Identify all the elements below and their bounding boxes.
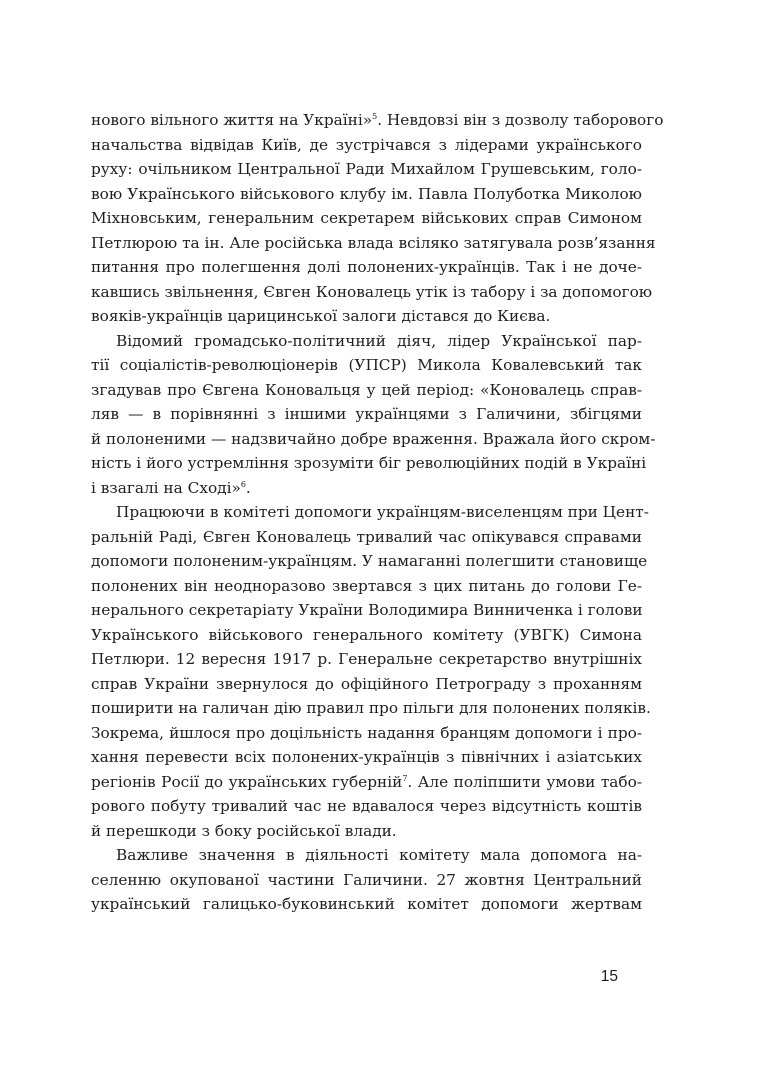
footnote-marker[interactable]: 5 <box>372 111 378 121</box>
line-text: ність і його устремління зрозуміти біг революційних подій в Україні <box>91 454 647 472</box>
line-text: справ України звернулося до офіційного Петрограду з проханням <box>91 674 642 693</box>
line-text: і взагалі на Сході» <box>91 478 241 497</box>
text-line <box>91 231 656 256</box>
text-line <box>91 721 642 746</box>
text-line <box>91 157 642 182</box>
text-line <box>91 182 642 207</box>
text-line <box>91 794 642 819</box>
text-line <box>91 451 647 476</box>
text-line <box>91 427 656 452</box>
line-text: Міхновським, генеральним секретарем військових справ Симоном <box>91 209 642 227</box>
line-text: Працюючи в комітеті допомоги українцям-виселенцям при Цент- <box>116 503 649 521</box>
line-text: кавшись звільнення, Євген Коновалець утік із табору і за допомогою <box>91 282 653 301</box>
line-text: Зокрема, йшлося про доцільність надання бранцям допомоги і про- <box>91 723 642 742</box>
line-text-continued: . Невдовзі він з дозволу таборового <box>377 111 664 129</box>
line-text: вояків-українців царицинської залоги дістався до Києва. <box>91 307 551 325</box>
text-line <box>91 868 642 893</box>
line-text: й перешкоди з боку російської влади. <box>91 821 397 840</box>
line-text: руху: очільником Центральної Ради Михайлом Грушевським, голо- <box>91 160 642 178</box>
text-line <box>91 280 653 305</box>
text-line <box>91 329 642 354</box>
text-line <box>91 770 642 795</box>
footnote-marker[interactable]: 6 <box>240 479 246 489</box>
line-text: питання про полегшення долі полонених-українців. Так і не доче- <box>91 258 642 276</box>
line-text: Петлюрою та ін. Але російська влада всіляко затягувала розв’язання <box>91 233 656 252</box>
line-text: ральній Раді, Євген Коновалець тривалий час опікувався справами <box>91 527 642 546</box>
line-text: начальства відвідав Київ, де зустрічався з лідерами українського <box>91 135 642 154</box>
text-line <box>91 402 642 427</box>
text-line <box>91 378 642 403</box>
text-line <box>91 892 642 917</box>
text-line <box>91 647 642 672</box>
text-line <box>91 353 642 378</box>
line-text: згадував про Євгена Коновальця у цей період: «Коновалець справ- <box>91 380 642 399</box>
text-line <box>91 672 642 697</box>
text-line <box>91 255 642 280</box>
line-text: Відомий громадсько-політичний діяч, лідер Української пар- <box>116 331 642 350</box>
paragraph <box>91 843 642 917</box>
line-text: український галицько-буковинський комітет допомоги жертвам <box>91 895 642 913</box>
line-text: Важливе значення в діяльності комітету мала допомога на- <box>116 846 642 864</box>
line-text: селенню окупованої частини Галичини. 27 жовтня Центральний <box>91 870 642 889</box>
line-text: регіонів Росії до українських губерній <box>91 772 403 791</box>
text-line <box>91 819 642 844</box>
line-text-continued: . Але поліпшити умови табо- <box>407 772 642 791</box>
text-line <box>91 108 664 133</box>
text-line <box>91 206 642 231</box>
line-text: рового побуту тривалий час не вдавалося через відсутність коштів <box>91 797 642 815</box>
line-text-continued: . <box>245 478 251 497</box>
line-text: вою Українського військового клубу ім. Павла Полуботка Миколою <box>91 184 642 203</box>
line-text: хання перевести всіх полонених-українців з північних і азіатських <box>91 748 642 766</box>
text-line <box>91 549 648 574</box>
line-text: ляв — в порівнянні з іншими українцями з Галичини, збігцями <box>91 405 642 423</box>
text-line <box>91 696 651 721</box>
line-text: допомоги полоненим-українцям. У намаганні полегшити становище <box>91 552 648 570</box>
text-line <box>91 476 642 501</box>
body-text <box>91 108 664 917</box>
line-text: нового вільного життя на Україні» <box>91 111 373 129</box>
text-line <box>91 745 642 770</box>
page-number: 15 <box>600 968 618 985</box>
line-text: полонених він неодноразово звертався з цих питань до голови Ге- <box>91 576 642 595</box>
text-line <box>91 500 649 525</box>
paragraph <box>91 329 656 501</box>
line-text: Петлюри. 12 вересня 1917 р. Генеральне секретарство внутрішніх <box>91 650 642 668</box>
line-text: тії соціалістів-революціонерів (УПСР) Микола Ковалевський так <box>91 356 642 374</box>
text-line <box>91 525 642 550</box>
line-text: й полоненими — надзвичайно добре враження. Вражала його скром- <box>91 429 656 448</box>
text-line <box>91 133 642 158</box>
text-line <box>91 304 642 329</box>
paragraph <box>91 500 651 843</box>
paragraph <box>91 108 664 329</box>
footnote-marker[interactable]: 7 <box>402 773 408 783</box>
text-line <box>91 598 642 623</box>
text-line <box>91 574 642 599</box>
text-line <box>91 623 642 648</box>
line-text: поширити на галичан дію правил про пільги для полонених поляків. <box>91 699 651 717</box>
text-line <box>91 843 642 868</box>
line-text: Українського військового генерального комітету (УВГК) Симона <box>91 625 642 644</box>
line-text: нерального секретаріату України Володимира Винниченка і голови <box>91 601 643 619</box>
